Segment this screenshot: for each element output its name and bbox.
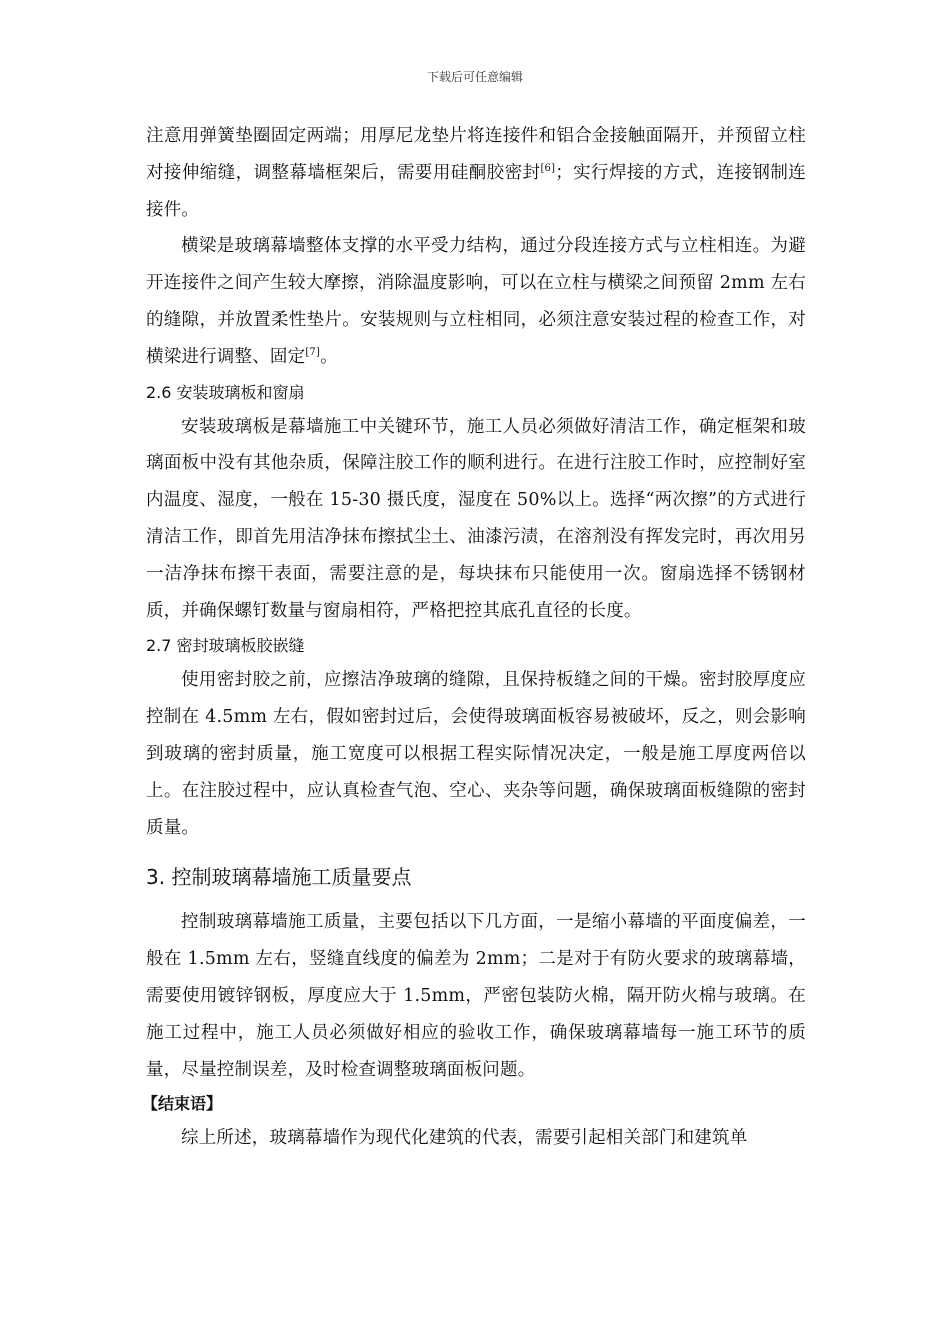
heading-2-7: 2.7 密封玻璃板胶嵌缝 [146, 636, 305, 656]
heading-3: 3. 控制玻璃幕墙施工质量要点 [146, 865, 412, 890]
paragraph-quality-control: 控制玻璃幕墙施工质量，主要包括以下几方面，一是缩小幕墙的平面度偏差，一般在 1.5mm 左右，竖缝直线度的偏差为 2mm；二是对于有防火要求的玻璃幕墙，需要使用镀锌钢板，厚度应大于 1.5mm，严密包装防火棉，隔开防火棉与玻璃。在施工过程中，施工人员必须做好相应的验收工作，确保玻璃幕墙每一施工环节的质量，尽量控制误差，及时检查调整玻璃面板问题。 [146, 912, 806, 1080]
paragraph-conclusion: 综上所述，玻璃幕墙作为现代化建筑的代表，需要引起相关部门和建筑单 [181, 1128, 748, 1149]
citation-ref: [6] [540, 162, 556, 174]
header-note: 下载后可任意编辑 [426, 70, 523, 84]
paragraph-text: 横梁是玻璃幕墙整体支撑的水平受力结构，通过分段连接方式与立柱相连。为避开连接件之间产生较大摩擦，消除温度影响，可以在立柱与横梁之间预留 2mm 左右的缝隙，并放置柔性垫片。安装规则与立柱相同，必须注意安装过程的检查工作，对横梁进行调整、固定 [146, 236, 806, 367]
document-body [142, 118, 806, 1157]
paragraph-text: 注意用弹簧垫圈固定两端；用厚尼龙垫片将连接件和铝合金接触面隔开，并预留立柱对接伸缩缝，调整幕墙框架后，需要用硅酮胶密封 [146, 126, 806, 183]
paragraph-sealant: 使用密封胶之前，应擦洁净玻璃的缝隙，且保持板缝之间的干燥。密封胶厚度应控制在 4.5mm 左右，假如密封过后，会使得玻璃面板容易被破坏，反之，则会影响到玻璃的密封质量，施工宽度可以根据工程实际情况决定，一般是施工厚度两倍以上。在注胶过程中，应认真检查气泡、空心、夹杂等问题，确保玻璃面板缝隙的密封质量。 [146, 670, 806, 838]
heading-2-6: 2.6 安装玻璃板和窗扇 [146, 382, 305, 402]
paragraph-text: 。 [320, 346, 338, 367]
paragraph-text: ；实行焊接的方式，连接钢制连接件。 [146, 162, 806, 220]
paragraph-crossbeam [146, 228, 806, 375]
paragraph-column-connection [146, 118, 806, 228]
citation-ref: [7] [305, 346, 321, 358]
paragraph-glass-install: 安装玻璃板是幕墙施工中关键环节，施工人员必须做好清洁工作，确定框架和玻璃面板中没有其他杂质，保障注胶工作的顺利进行。在进行注胶工作时，应控制好室内温度、湿度，一般在 15-30 摄氏度，湿度在 50%以上。选择“两次擦”的方式进行清洁工作，即首先用洁净抹布擦拭尘土、油漆污渍，在溶剂没有挥发完时，再次用另一洁净抹布擦干表面，需要注意的是，每块抹布只能使用一次。窗扇选择不锈钢材质，并确保螺钉数量与窗扇相符，严格把控其底孔直径的长度。 [146, 416, 806, 621]
heading-conclusion: 【结束语】 [142, 1094, 223, 1114]
